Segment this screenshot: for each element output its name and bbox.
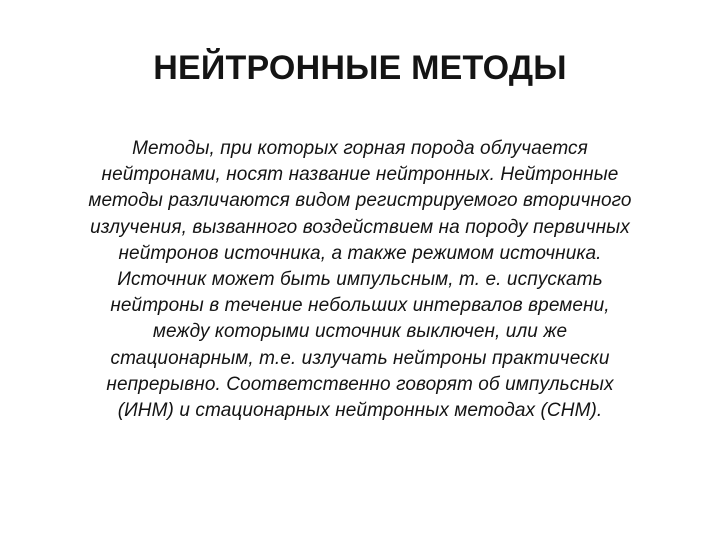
body-line: стационарным, т.е. излучать нейтроны практически: [110, 347, 610, 369]
slide-body-text: [20, 136, 700, 424]
body-line: излучения, вызванного воздействием на породу первичных: [90, 216, 630, 238]
body-line: нейтроны в течение небольших интервалов времени,: [110, 295, 610, 317]
body-line: нейтронов источника, а также режимом источника.: [118, 242, 602, 264]
body-line: (ИНМ) и стационарных нейтронных методах (СНМ).: [117, 400, 603, 422]
body-line: нейтронами, носят название нейтронных. Нейтронные: [101, 164, 619, 186]
body-line: непрерывно. Соответственно говорят об импульсных: [106, 373, 614, 395]
body-line: методы различаются видом регистрируемого вторичного: [88, 190, 632, 212]
body-line: между которыми источник выключен, или же: [152, 321, 568, 343]
body-line: Методы, при которых горная порода облучается: [132, 138, 588, 159]
slide-title: НЕЙТРОННЫЕ МЕТОДЫ: [153, 49, 567, 87]
body-line: Источник может быть импульсным, т. е. испускать: [117, 269, 603, 291]
